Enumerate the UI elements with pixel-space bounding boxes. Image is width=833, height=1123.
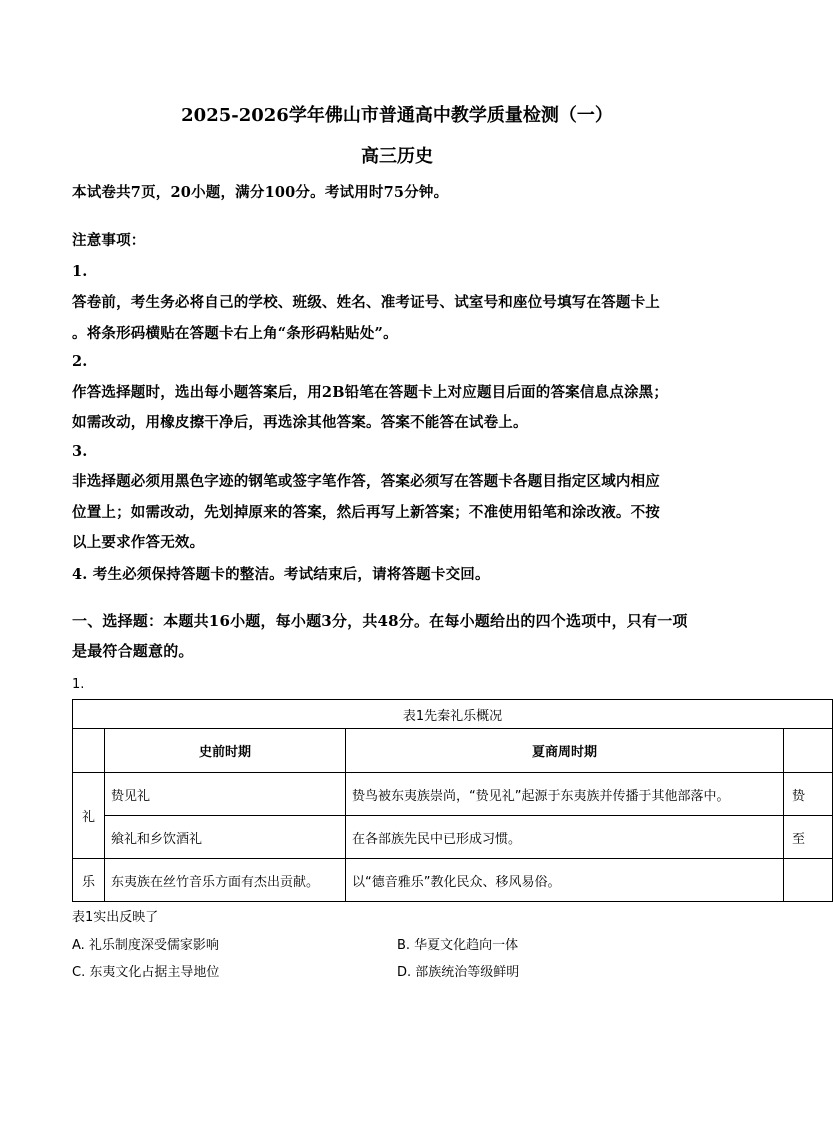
option-c[interactable]: C. 东夷文化占据主导地位 — [72, 965, 220, 980]
table-cell: 贽鸟被东夷族崇尚，“贽见礼”起源于东夷族并传播于其他部落中。 — [346, 773, 784, 816]
note-3-line-2: 位置上；如需改动，先划掉原来的答案，然后再写上新答案；不准使用铅笔和涂改液。不按 — [72, 504, 660, 521]
question-1-stem: 表1实出反映了 — [72, 910, 159, 925]
table-header-xia-shang-zhou: 夏商周时期 — [346, 729, 784, 773]
subject-title: 高三历史 — [361, 146, 433, 167]
exam-title: 2025-2026学年佛山市普通高中教学质量检测（一） — [181, 105, 613, 126]
section-heading-line-2: 是最符合题意的。 — [72, 642, 194, 660]
note-1-line-1: 答卷前，考生务必将自己的学校、班级、姓名、准考证号、试室号和座位号填写在答题卡上 — [72, 294, 660, 311]
option-d[interactable]: D. 部族统治等级鲜明 — [397, 965, 520, 980]
note-4: 4. 考生必须保持答题卡的整洁。考试结束后，请将答题卡交回。 — [72, 566, 490, 583]
table-header-empty — [73, 729, 105, 773]
table-cell: 以“德音雅乐”教化民众、移风易俗。 — [346, 859, 784, 902]
table-header-prehistoric: 史前时期 — [105, 729, 346, 773]
note-1-number: 1. — [72, 263, 88, 280]
table-cell: 飨礼和乡饮酒礼 — [105, 816, 346, 859]
note-2-line-2: 如需改动，用橡皮擦干净后，再选涂其他答案。答案不能答在试卷上。 — [72, 414, 528, 431]
table-header-cut — [784, 729, 833, 773]
note-3-line-3: 以上要求作答无效。 — [72, 534, 205, 551]
option-b[interactable]: B. 华夏文化趋向一体 — [397, 938, 519, 953]
table-cell-cut: 贽 — [784, 773, 833, 816]
table-cell-cut: 至 — [784, 816, 833, 859]
table-category-yue: 乐 — [73, 859, 105, 902]
note-3-line-1: 非选择题必须用黑色字迹的钢笔或签字笔作答，答案必须写在答题卡各题目指定区域内相应 — [72, 473, 660, 490]
note-3-number: 3. — [72, 443, 88, 460]
table-cell-cut — [784, 859, 833, 902]
section-heading-line-1: 一、选择题：本题共16小题，每小题3分，共48分。在每小题给出的四个选项中，只有一项 — [72, 612, 688, 630]
note-1-line-2: 。将条形码横贴在答题卡右上角“条形码粘贴处”。 — [72, 325, 398, 342]
table-cell: 贽见礼 — [105, 773, 346, 816]
table-category-li: 礼 — [73, 773, 105, 859]
question-1-number: 1. — [72, 677, 85, 692]
notes-heading: 注意事项： — [72, 232, 146, 249]
option-a[interactable]: A. 礼乐制度深受儒家影响 — [72, 938, 219, 953]
table-cell: 东夷族在丝竹音乐方面有杰出贡献。 — [105, 859, 346, 902]
question-1-table — [72, 699, 833, 902]
note-2-line-1: 作答选择题时，选出每小题答案后，用2B铅笔在答题卡上对应题目后面的答案信息点涂黑； — [72, 384, 669, 401]
exam-intro: 本试卷共7页，20小题，满分100分。考试用时75分钟。 — [72, 184, 449, 201]
table-cell: 在各部族先民中已形成习惯。 — [346, 816, 784, 859]
table-caption: 表1先秦礼乐概况 — [73, 700, 833, 729]
note-2-number: 2. — [72, 353, 88, 370]
